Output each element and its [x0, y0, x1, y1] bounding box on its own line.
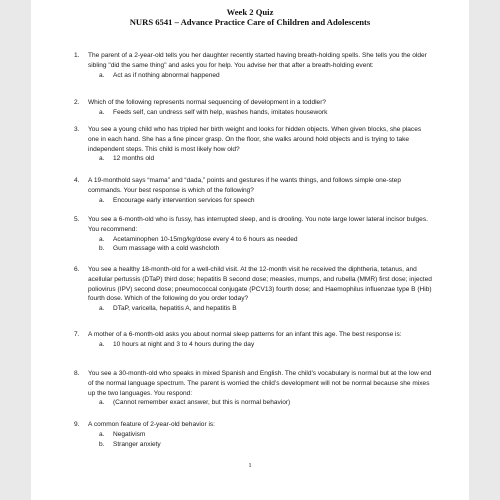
- answer-text: Act as if nothing abnormal happened: [113, 71, 220, 79]
- answer-text: Negativism: [113, 430, 146, 438]
- answer-text: Feeds self, can undress self with help, washes hands, imitates housework: [113, 108, 328, 116]
- answer-letter: b.: [99, 245, 105, 253]
- question-stem: A 19-monthold says “mama” and “dada,” points and gestures if he wants things, and follows simple one-step commands. Your best response is which of the following?: [88, 177, 401, 194]
- answer-option: [88, 154, 433, 164]
- question-1: [74, 51, 433, 80]
- answer-letter: a.: [99, 430, 105, 438]
- question-stem: You see a healthy 18-month-old for a well-child visit. At the 12-month visit he received the diphtheria, tetanus, and acellular pertussis (DTaP) third dose; hepatitis B second dose; measles, mumps, and rubella (MMR) first dose; injected poliovirus (IPV) second dose; pneumococcal conjugate (PCV13) fourth dose; and Haemophilus influenzae type B (Hib) fourth dose. Which of the following do you order today?: [88, 266, 432, 303]
- answer-option: [88, 440, 433, 450]
- question-number: 4.: [74, 177, 80, 184]
- answer-letter: a.: [99, 108, 105, 116]
- question-number: 6.: [74, 266, 80, 273]
- answer-option: [88, 108, 433, 118]
- answer-letter: a.: [99, 235, 105, 243]
- question-number: 8.: [74, 370, 80, 377]
- question-stem: A common feature of 2-year-old behavior is:: [88, 421, 215, 428]
- question-6: [74, 265, 433, 314]
- answer-letter: a.: [99, 399, 105, 407]
- page-number: 1: [248, 462, 252, 469]
- answer-letter: a.: [99, 155, 105, 163]
- question-4: [74, 176, 433, 205]
- course-title: NURS 6541 – Advance Practice Care of Children and Adolescents: [129, 17, 371, 27]
- answer-option: [88, 71, 433, 81]
- answer-letter: b.: [99, 440, 105, 448]
- answer-text: Stranger anxiety: [113, 440, 161, 448]
- question-stem: You see a young child who has tripled her birth weight and looks for hidden objects. When given blocks, she places one in each hand. She has a fine pincer grasp. On the floor, she walks around hold objects and is trying to take independent steps. This child is most likely how old?: [88, 126, 422, 153]
- question-3: [74, 125, 433, 164]
- answer-option: [88, 235, 433, 245]
- question-stem: Which of the following represents normal sequencing of development in a toddler?: [88, 99, 327, 106]
- quiz-title: Week 2 Quiz: [226, 7, 274, 17]
- question-9: [74, 420, 433, 449]
- answer-option: [88, 244, 433, 254]
- question-2: [74, 98, 433, 118]
- question-5: [74, 215, 433, 254]
- answer-letter: a.: [99, 305, 105, 313]
- answer-option: [88, 398, 433, 408]
- document-page: [31, 0, 469, 500]
- answer-text: Encourage early intervention services for speech: [113, 196, 255, 204]
- question-stem: The parent of a 2-year-old tells you her daughter recently started having breath-holding spells. She tells you the older sibling "did the same thing" and asks you for help. You advise her that after a breath-holding event:: [88, 52, 427, 69]
- answer-letter: a.: [99, 196, 105, 204]
- answer-text: 10 hours at night and 3 to 4 hours during the day: [113, 340, 255, 348]
- answer-option: [88, 304, 433, 314]
- question-stem: You see a 6-month-old who is fussy, has interrupted sleep, and is drooling. You note large lower lateral incisor bulges. You recommend:: [88, 216, 428, 233]
- answer-letter: a.: [99, 71, 105, 79]
- question-number: 5.: [74, 216, 80, 223]
- answer-option: [88, 340, 433, 350]
- question-7: [74, 330, 433, 350]
- answer-option: [88, 430, 433, 440]
- question-number: 1.: [74, 52, 80, 59]
- answer-text: 12 months old: [113, 155, 155, 163]
- question-number: 2.: [74, 99, 80, 106]
- answer-option: [88, 196, 433, 206]
- question-number: 3.: [74, 126, 80, 133]
- answer-text: DTaP, varicella, hepatitis A, and hepatitis B: [113, 305, 237, 313]
- answer-text: Gum massage with a cold washcloth: [113, 245, 220, 253]
- answer-letter: a.: [99, 340, 105, 348]
- answer-text: Acetaminophen 10-15mg/kg/dose every 4 to 6 hours as needed: [113, 235, 298, 243]
- question-number: 7.: [74, 331, 80, 338]
- question-8: [74, 369, 433, 408]
- answer-text: (Cannot remember exact answer, but this is normal behavior): [113, 399, 291, 407]
- question-stem: You see a 30-month-old who speaks in mixed Spanish and English. The child’s vocabulary is normal but at the low end of the normal language spectrum. The parent is worried the child’s development will not be normal because she mixes up the two languages. You respond:: [88, 370, 432, 397]
- question-stem: A mother of a 6-month-old asks you about normal sleep patterns for an infant this age. The best response is:: [88, 331, 402, 338]
- question-number: 9.: [74, 421, 80, 428]
